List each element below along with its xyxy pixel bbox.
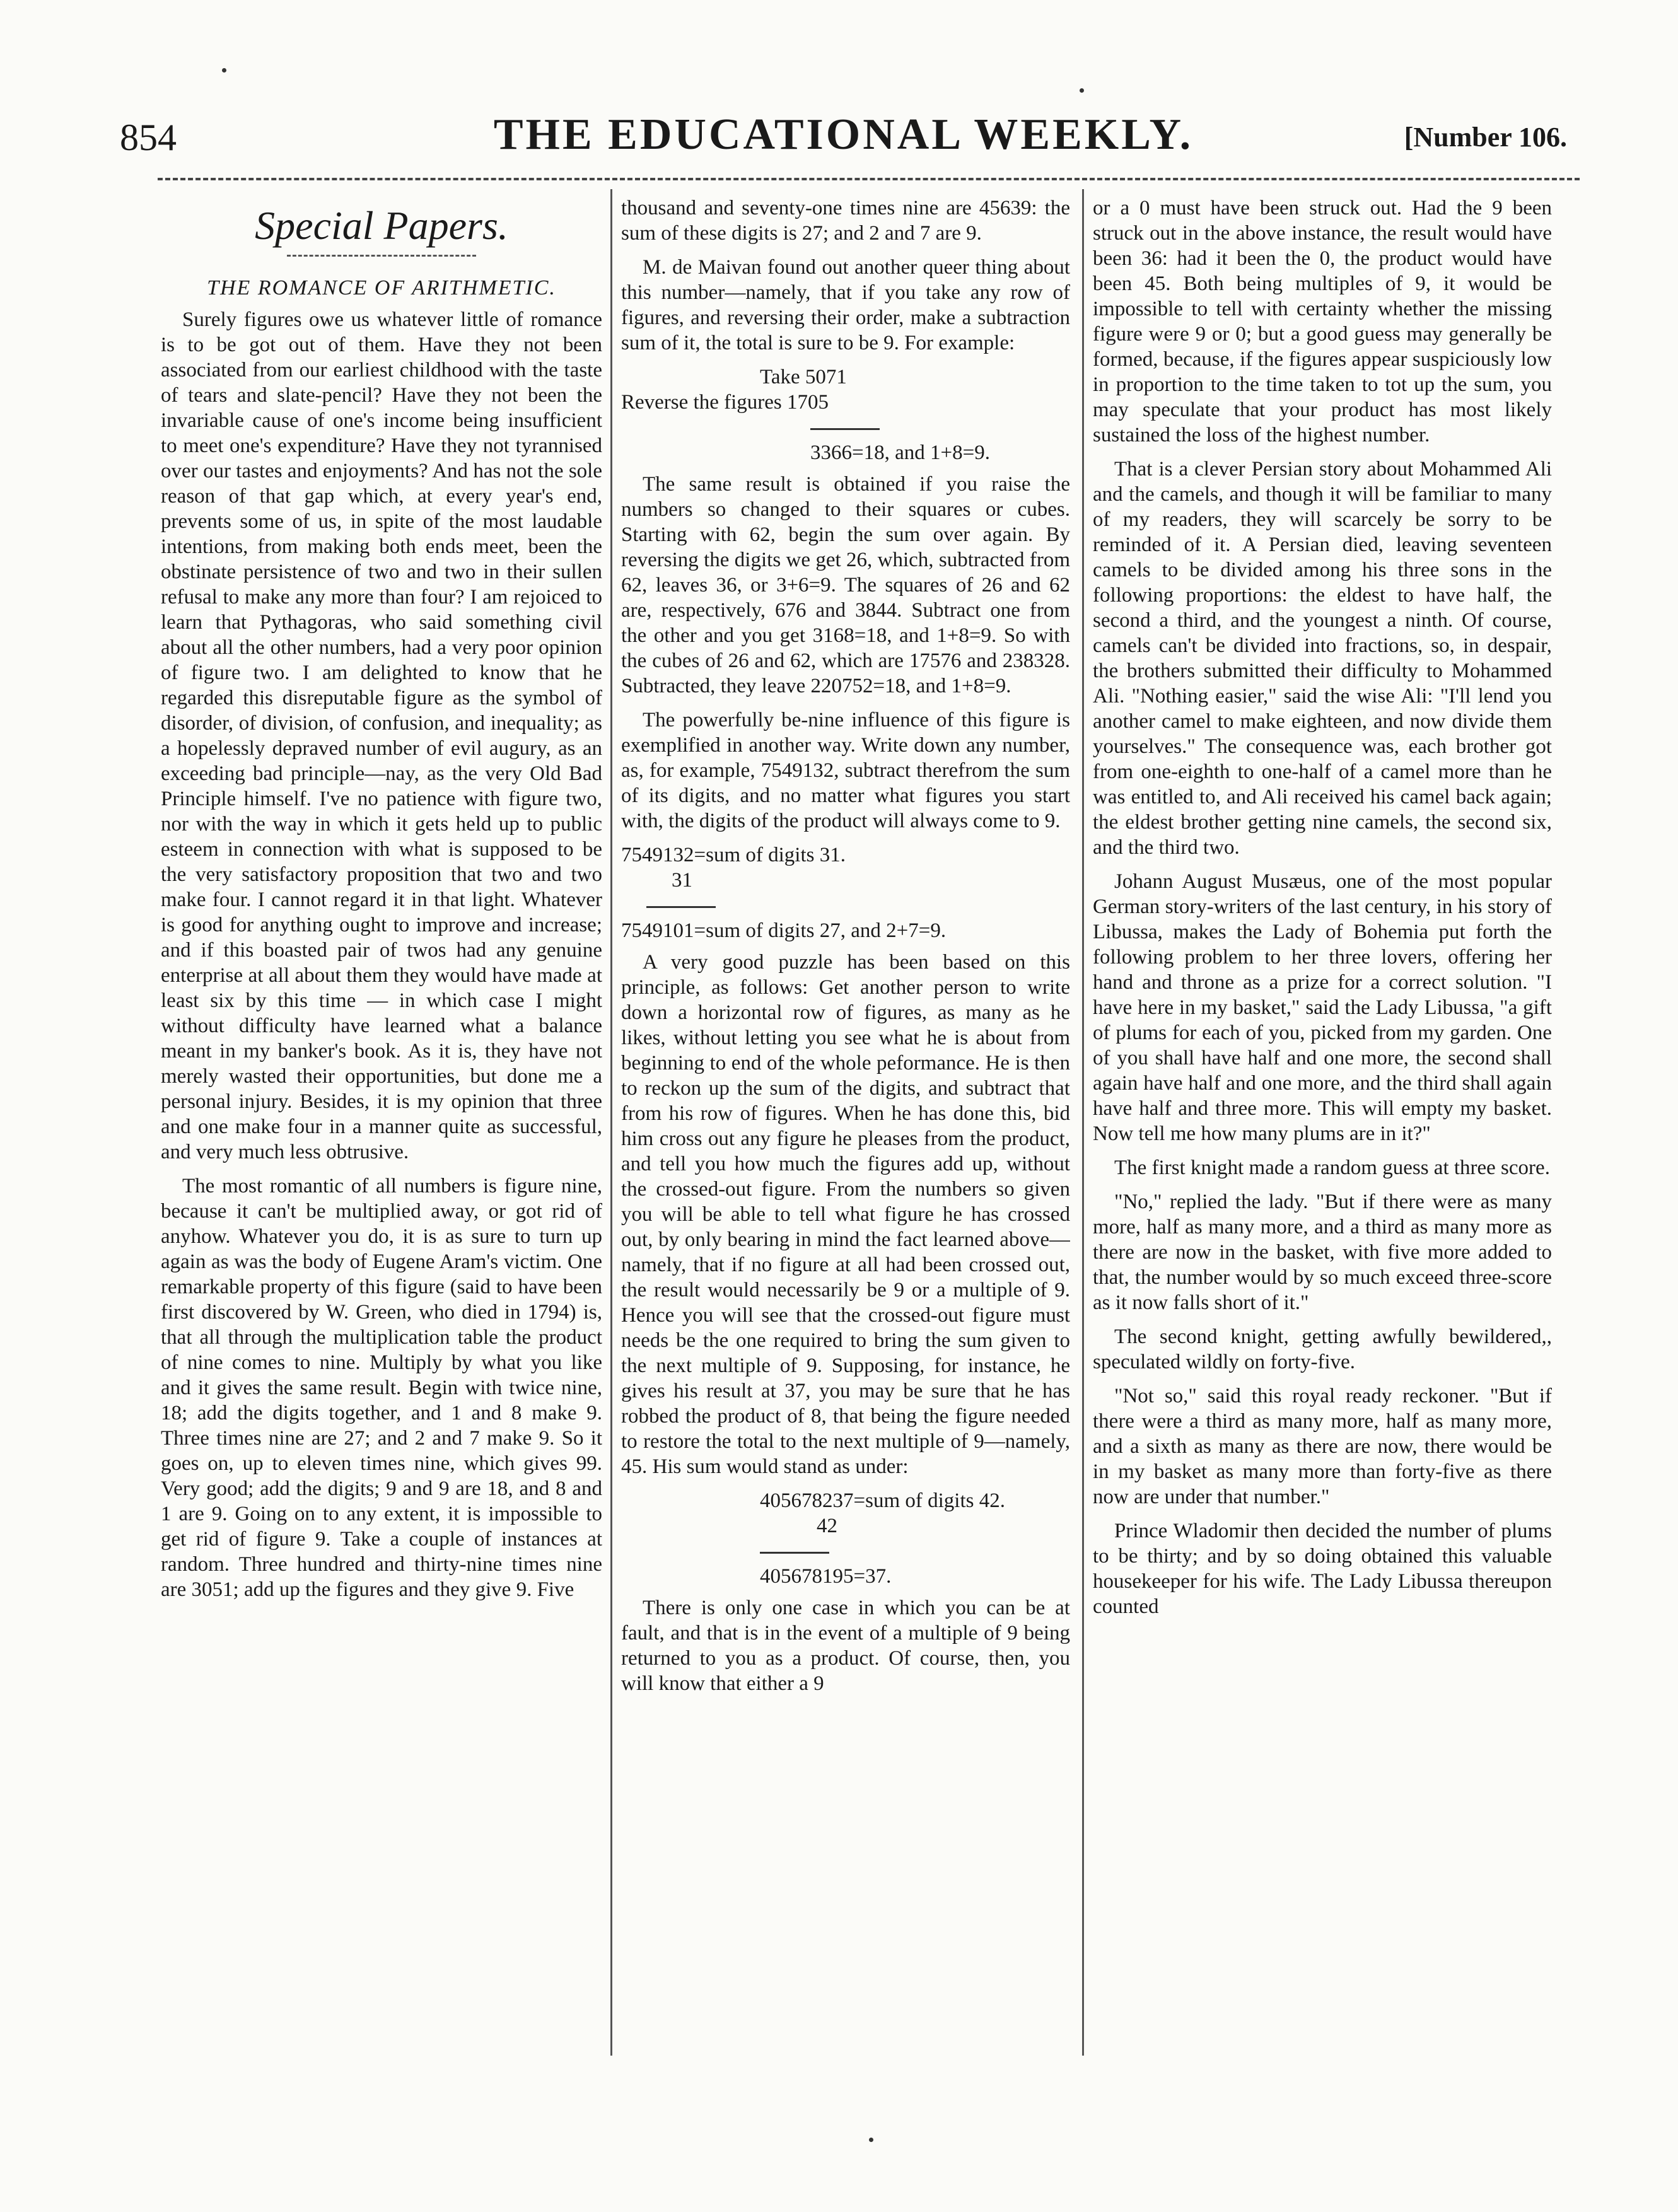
scan-speck bbox=[1080, 88, 1084, 93]
page-header bbox=[120, 107, 1567, 177]
paragraph: The same result is obtained if you raise the numbers so changed to their squares or cubes. Starting with 62, begin the sum over again. By reversing the digits we get 26, which, subtracted from 62, leaves 36, or 3+6=9. The squares of 26 and 62 are, respectively, 676 and 3844. Subtract one from the other and you get 3168=18, and 1+8=9. So with the cubes of 26 and 62, which are 17576 and 238328. Subtracted, they leave 220752=18, and 1+8=9. bbox=[621, 473, 1070, 697]
calc-line: 7549101=sum of digits 27, and 2+7=9. bbox=[621, 919, 947, 942]
calc-line: 3366=18, and 1+8=9. bbox=[810, 441, 990, 464]
section-rule bbox=[287, 255, 476, 257]
section-title: Special Papers. bbox=[255, 203, 508, 248]
calc-line: Reverse the figures 1705 bbox=[621, 391, 829, 414]
paragraph: The second knight, getting awfully bewildered,, speculated wildly on forty-five. bbox=[1093, 1325, 1552, 1373]
column-3 bbox=[1093, 195, 1552, 2100]
scan-speck bbox=[869, 2138, 873, 2142]
column-1 bbox=[161, 195, 602, 2100]
paragraph: A very good puzzle has been based on this principle, as follows: Get another person to write down a horizontal row of figures, as many as he likes, without letting you see what he is about from beginning to end of the whole peformance. He is then to reckon up the sum of the digits, and subtract that from his row of figures. When he has done this, bid him cross out any figure he pleases from the product, and tell you how much the figures add up, without the crossed-out figure. From the numbers so given you will be able to tell what figure he has crossed out, by only bearing in mind the fact learned above—namely, that if no figure at all had been crossed out, the result would necessarily be 9 or a multiple of 9. Hence you will see that the crossed-out figure must needs be the one required to bring the sum given to the next multiple of 9. Supposing, for instance, he gives his result at 37, you may be sure that he has robbed the product of 8, that being the figure needed to restore the total to the next multiple of 9—namely, 45. His sum would stand as under: bbox=[621, 951, 1070, 1478]
header-rule bbox=[158, 178, 1580, 180]
paragraph: The powerfully be-nine influence of this figure is exemplified in another way. Write down any number, as, for example, 7549132, subtract therefrom the sum of its digits, and no matter what figures you start with, the digits of the product will always come to 9. bbox=[621, 709, 1070, 832]
paragraph: or a 0 must have been struck out. Had the 9 been struck out in the above instance, the result would have been 36: had it been the 0, the product would have been 45. Both being multiples of 9, it would be impossible to tell with certainty whether the missing figure were 9 or 0; but a good guess may generally be formed, because, if the figures appear suspiciously low in proportion to the time taken to tot up the sum, you may speculate that your product has most likely sustained the loss of the highest number. bbox=[1093, 197, 1552, 446]
paragraph: Prince Wladomir then decided the number of plums to be thirty; and by so doing obtained this valuable housekeeper for his wife. The Lady Libussa thereupon counted bbox=[1093, 1520, 1552, 1618]
scan-speck bbox=[222, 68, 226, 73]
page-number: 854 bbox=[120, 117, 177, 158]
paragraph: The first knight made a random guess at three score. bbox=[1114, 1156, 1550, 1179]
calculation bbox=[621, 1488, 1070, 1589]
sum-rule bbox=[760, 1552, 829, 1554]
paragraph: Johann August Musæus, one of the most popular German story-writers of the last century, in his story of Libussa, makes the Lady of Bohemia put forth the following problem to her three lovers, offering her hand and throne as a prize for a correct solution. "I have here in my basket," said the Lady Libussa, "a gift of plums for each of you, picked from my garden. One of you shall have half and one more, the second shall again have half and one more, and the third shall again have half and three more. This will empty my basket. Now tell me how many plums are in it?" bbox=[1093, 870, 1552, 1145]
column-divider bbox=[610, 189, 612, 2056]
paragraph: That is a clever Persian story about Mohammed Ali and the camels, and though it will be familiar to many of my readers, they will scarcely be sorry to be reminded of it. A Persian died, leaving seventeen camels to be divided among his three sons in the following proportions: the eldest to have half, the second a third, and the youngest a ninth. Of course, camels can't be divided into fractions, so, in despair, the brothers submitted their difficulty to Mohammed Ali. "Nothing easier," said the wise Ali: "I'll lend you another camel to make eighteen, and now divide them yourselves." The consequence was, each brother got from one-eighth to one-half of a camel more than he was entitled to, and Ali received his camel back again; the eldest brother getting nine camels, the second six, and the third two. bbox=[1093, 458, 1552, 859]
calc-line: Take 5071 bbox=[760, 366, 847, 388]
column-divider bbox=[1082, 189, 1084, 2056]
paragraph: There is only one case in which you can be at fault, and that is in the event of a multiple of 9 being returned to you as a product. Of course, then, you will know that either a 9 bbox=[621, 1597, 1070, 1695]
paragraph: thousand and seventy-one times nine are 45639: the sum of these digits is 27; and 2 and 7 are 9. bbox=[621, 197, 1070, 245]
publication-title: THE EDUCATIONAL WEEKLY. bbox=[493, 110, 1194, 159]
paragraph: The most romantic of all numbers is figure nine, because it can't be multiplied away, or got rid of anyhow. Whatever you do, it is as sure to turn up again as was the body of Eugene Aram's victim. One remarkable property of this figure (said to have been first discovered by W. Green, who died in 1794) is, that all through the multiplication table the product of nine comes to nine. Multiply by what you like and it gives the same result. Begin with twice nine, 18; add the digits together, and 1 and 8 make 9. Three times nine are 27; and 2 and 7 make 9. So it goes on, up to eleven times nine, which gives 99. Very good; add the digits; 9 and 9 are 18, and 8 and 1 are 9. Going on to any extent, it is impossible to get rid of figure 9. Take a couple of instances at random. Three hundred and thirty-nine times nine are 3051; add up the figures and they give 9. Five bbox=[161, 1175, 602, 1601]
article-title: THE ROMANCE OF ARITHMETIC. bbox=[207, 276, 556, 300]
paragraph: M. de Maivan found out another queer thing about this number—namely, that if you take any row of figures, and reversing their order, make a subtraction sum of it, the total is sure to be 9. For example: bbox=[621, 256, 1070, 354]
sum-rule bbox=[810, 428, 880, 430]
paragraph: Surely figures owe us whatever little of romance is to be got out of them. Have they not been associated from our earliest childhood with the taste of tears and slate-pencil? Have they not been the invariable cause of one's income being insufficient to meet one's expenditure? Have they not tyrannised over our tastes and enjoyments? And has not the sole reason of that gap which, at every year's end, prevents some of us, in spite of the most laudable intentions, from making both ends meet, been the obstinate persistence of two and two in their sullen refusal to make any more than four? I am rejoiced to learn that Pythagoras, who said something civil about all the other numbers, had a very poor opinion of figure two. I am delighted to know that he regarded this disreputable figure as the symbol of disorder, of division, of confusion, and inequality; as a hopelessly depraved number of evil augury, as an exceeding bad principle—nay, as the very Old Bad Principle himself. I've no patience with figure two, nor with the way in which it gets held up to public esteem in connection with what is supposed to be the very satisfactory proposition that two and two make four. I cannot regard it in that light. Whatever is good for anything ought to improve and increase; and if this boasted pair of twos had any genuine enterprise at all about them they would have made at least six by this time — in which case I might without difficulty have learned what a balance meant in my banker's book. As it is, they have not merely wasted their opportunities, but done me a personal injury. Besides, it is my opinion that three and one make four in a manner quite as successful, and very much less obtrusive. bbox=[161, 308, 602, 1163]
calc-line: 42 bbox=[817, 1515, 837, 1537]
calc-line: 31 bbox=[672, 869, 692, 892]
issue-number: [Number 106. bbox=[1404, 122, 1567, 153]
calc-line: 405678237=sum of digits 42. bbox=[760, 1489, 1005, 1512]
calculation bbox=[621, 842, 1070, 943]
paragraph: "Not so," said this royal ready reckoner. "But if there were a third as many more, half as many more, and a sixth as many as there are now, there would be in my basket as many more than forty-five as there now are under that number." bbox=[1093, 1385, 1552, 1508]
sum-rule bbox=[646, 906, 716, 908]
calc-line: 7549132=sum of digits 31. bbox=[621, 844, 846, 866]
paragraph: "No," replied the lady. "But if there were as many more, half as many more, and a third as many more as there are now in the basket, with five more added to that, the number would by so much exceed three-score as it now falls short of it." bbox=[1093, 1190, 1552, 1314]
column-2 bbox=[621, 195, 1070, 2100]
calc-line: 405678195=37. bbox=[760, 1565, 892, 1588]
calculation bbox=[621, 364, 1070, 465]
